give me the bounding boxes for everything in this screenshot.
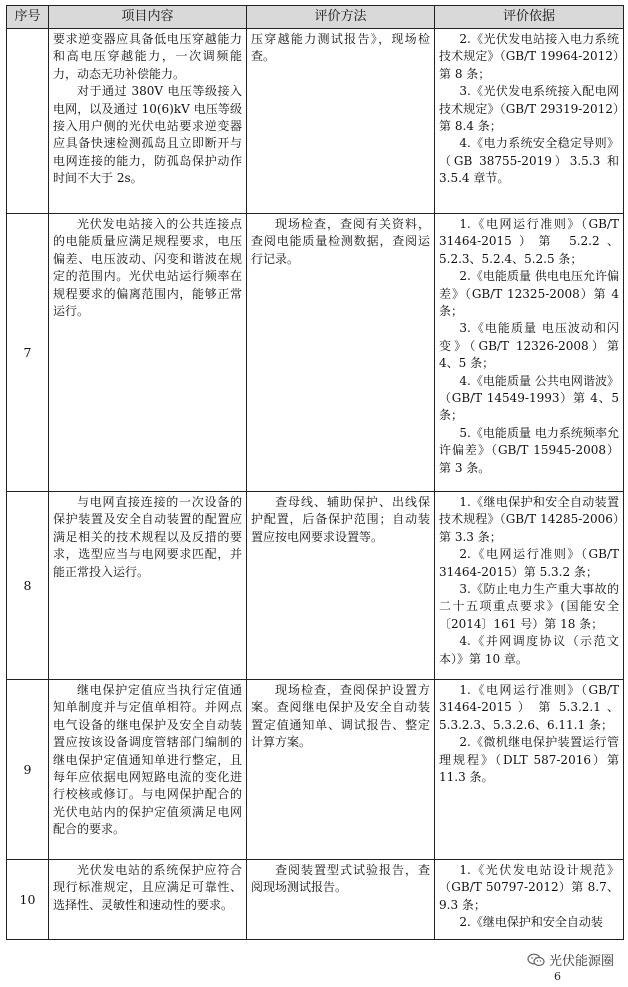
row-basis — [435, 29, 624, 214]
table-row — [7, 680, 624, 860]
row-number: 10 — [7, 860, 49, 940]
table-header-row — [7, 6, 624, 29]
row-number — [7, 29, 49, 214]
basis-item: 1.《继电保护和安全自动装置技术规程》（GB/T 14285-2006）第 3.3 条； — [439, 495, 619, 544]
header-seq: 序号 — [7, 6, 49, 29]
row-content — [49, 214, 247, 492]
brand-text: 光伏能源圈 — [548, 954, 614, 969]
row-content — [49, 492, 247, 680]
basis-item: 4.《并网调度协议（示范文本）》第 10 章。 — [439, 634, 619, 666]
row-number: 9 — [7, 680, 49, 860]
row-method — [247, 860, 435, 940]
basis-item: 2.《微机继电保护装置运行管理规程》（DLT 587-2016）第 11.3 条。 — [439, 735, 619, 785]
row-number: 7 — [7, 214, 49, 492]
row-content — [49, 29, 247, 214]
wechat-icon — [527, 953, 545, 967]
content-paragraph: 光伏发电站接入的公共连接点的电能质量应满足规程要求，电压偏差、电压波动、闪变和谐波在规定的范围内。光伏电站运行频率在规程要求的偏离范围内，能够正常运行。 — [53, 217, 242, 319]
table-row — [7, 860, 624, 940]
page-number: 6 — [554, 970, 561, 983]
row-content — [49, 680, 247, 860]
header-method: 评价方法 — [247, 6, 435, 29]
content-paragraph: 对于通过 380V 电压等级接入电网，以及通过 10(6)kV 电压等级接入用户侧的光伏电站要求逆变器应具备快速检测孤岛且立即断开与电网连接的能力，防孤岛保护动作时间不大于 2s。 — [53, 84, 242, 186]
row-method — [247, 680, 435, 860]
content-paragraph: 光伏发电站的系统保护应符合现行标准规定，且应满足可靠性、选择性、灵敏性和速动性的要求。 — [53, 863, 242, 912]
table-row — [7, 214, 624, 492]
basis-item: 3.《防止电力生产重大事故的二十五项重点要求》(国能安全〔2014〕161 号）第 18 条； — [439, 582, 619, 631]
basis-item: 2.《电网运行准则》（GB/T 31464-2015）第 5.3.2 条； — [439, 547, 619, 579]
watermark-brand — [527, 950, 614, 969]
row-basis — [435, 860, 624, 940]
basis-item: 1.《电网运行准则》（GB/T 31464-2015）第 5.2.2、5.2.3、5.2.4、5.2.5 条； — [439, 217, 619, 266]
method-text: 查阅装置型式试验报告，查阅现场测试报告。 — [251, 863, 430, 895]
method-text: 查母线、辅助保护、出线保护配置，后备保护范围；自动装置应按电网要求设置等。 — [251, 495, 430, 544]
header-content: 项目内容 — [49, 6, 247, 29]
basis-item: 1.《光伏发电站设计规范》（GB/T 50797-2012）第 8.7、9.3 条； — [439, 863, 619, 912]
page-footer — [0, 944, 628, 987]
method-text: 现场检查，查阅有关资料，查阅电能质量检测数据，查阅运行记录。 — [251, 217, 430, 266]
table-row — [7, 29, 624, 214]
row-basis — [435, 214, 624, 492]
basis-item: 2.《继电保护和安全自动装 — [459, 915, 603, 930]
row-number: 8 — [7, 492, 49, 680]
row-basis — [435, 680, 624, 860]
row-content — [49, 860, 247, 940]
evaluation-table — [6, 5, 624, 940]
content-paragraph: 继电保护定值应当执行定值通知单制度并与定值单相符。并网点电气设备的继电保护及安全自动装置应按该设备调度管辖部门编制的继电保护定值通知单进行整定，且每年应依据电网短路电流的变化进行校核或修订。与电网保护配合的光伏电站内的保护定值须满足电网配合的要求。 — [53, 683, 242, 837]
row-basis — [435, 492, 624, 680]
method-text: 压穿越能力测试报告》，现场检查。 — [251, 32, 430, 64]
row-method — [247, 29, 435, 214]
method-text: 现场检查，查阅保护设置方案。查阅继电保护及安全自动装置定值通知单、调试报告、整定计算方案。 — [251, 683, 430, 750]
header-basis: 评价依据 — [435, 6, 624, 29]
content-paragraph: 要求逆变器应具备低电压穿越能力和高电压穿越能力，一次调频能力，动态无功补偿能力。 — [53, 32, 242, 81]
basis-item: 3.《电能质量 电压波动和闪变》（GB/T 12326-2008）第 4、5 条； — [439, 321, 619, 371]
basis-item: 4.《电力系统安全稳定导则》（GB 38755-2019）3.5.3 和 3.5.4 章节。 — [439, 136, 619, 186]
basis-item: 2.《电能质量 供电电压允许偏差》（GB/T 12325-2008）第 4 条； — [439, 269, 619, 319]
basis-item: 2.《光伏发电站接入电力系统技术规定》（GB/T 19964-2012）第 8 条； — [439, 32, 619, 81]
basis-item: 5.《电能质量 电力系统频率允许偏差》（GB/T 15945-2008）第 3 条。 — [439, 425, 619, 475]
table-row — [7, 492, 624, 680]
row-method — [247, 492, 435, 680]
row-method — [247, 214, 435, 492]
basis-item: 3.《光伏发电系统接入配电网技术规定》（GB/T 29319-2012）第 8.4 条； — [439, 84, 619, 134]
basis-item: 1.《电网运行准则》（GB/T 31464-2015 ） 第 5.3.2.1 、5.3.2.3、5.3.2.6、6.11.1 条； — [439, 683, 619, 732]
basis-item: 4.《电能质量 公共电网谐波》（GB/T 14549-1993）第 4、5 条； — [439, 373, 619, 423]
content-paragraph: 与电网直接连接的一次设备的保护装置及安全自动装置的配置应满足相关的技术规程以及反措的要求，选型应当与电网要求匹配，并能正常投入运行。 — [53, 495, 242, 579]
